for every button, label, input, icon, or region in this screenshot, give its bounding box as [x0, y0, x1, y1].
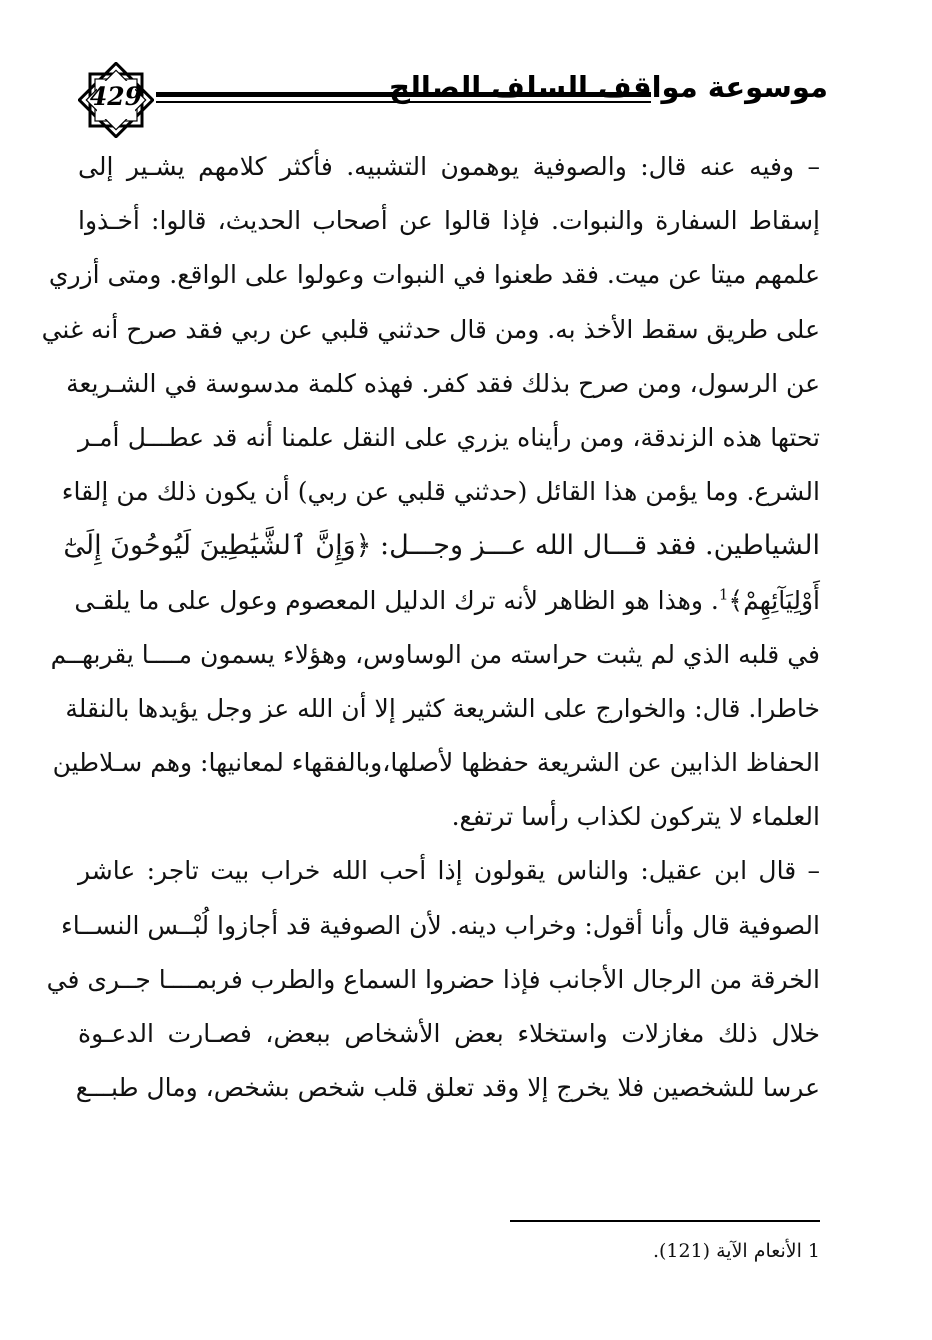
- text-line: على طريق سقط الأخذ به. ومن قال حدثني قلبي عن ربي فقد صرح أنه غني: [41, 314, 820, 344]
- text-line: الحفاظ الذابين عن الشريعة حفظها لأصلها،وبالفقهاء لمعانيها: وهم سـلاطين: [52, 748, 820, 778]
- text-line: إسقاط السفارة والنبوات. فإذا قالوا عن أصحاب الحديث، قالوا: أخـذوا: [78, 206, 820, 236]
- text-line: خاطرا. قال: والخوارج على الشريعة كثير إلا أن الله عز وجل يؤيدها بالنقلة: [65, 693, 820, 723]
- paragraph-end-line: العلماء لا يتركون لكذاب رأسا ترتفع.: [451, 802, 820, 832]
- text-line: تحتها هذه الزندقة، ومن رأيناه يزري على النقل علمنا أنه قد عطـــل أمـر: [78, 422, 820, 452]
- page-header: [78, 62, 828, 134]
- text-line: الخرقة من الرجال الأجانب فإذا حضروا السماع والطرب فربمــــا جــرى في: [46, 964, 820, 994]
- text-line: عن الرسول، ومن صرح بذلك فقد كفر. فهذه كلمة مدسوسة في الشـريعة: [66, 368, 820, 398]
- text-line: خلال ذلك مغازلات واستخلاء بعض الأشخاص ببعض، فصـارت الدعـوة: [78, 1019, 820, 1048]
- text-line: في قلبه الذي لم يثبت حراسته من الوساوس، وهؤلاء يسمون مــــا يقربهــم: [50, 639, 820, 669]
- page-number: 429: [89, 82, 143, 111]
- text-line: الشرع. وما يؤمن هذا القائل (حدثني قلبي عن ربي) أن يكون ذلك من إلقاء: [61, 477, 820, 507]
- quran-verse-end: أَوْلِيَآئِهِمْ﴾: [728, 585, 820, 615]
- text-line: عرسا للشخصين فلا يخرج إلا وقد تعلق قلب شخص بشخص، ومال طبـــع: [75, 1073, 820, 1103]
- footnote: 1 الأنعام الآية (121).: [652, 1240, 820, 1262]
- body-text: [41, 140, 820, 1115]
- text-segment: . وهذا هو الظاهر لأنه ترك الدليل المعصوم وعول على ما يلقـى: [74, 585, 719, 615]
- text-line: علمهم ميتا عن ميت. فقد طعنوا في النبوات وعولوا على الواقع. ومتى أزري: [48, 260, 820, 290]
- text-line-with-verse: [74, 574, 820, 628]
- quran-verse-line: الشياطين. فقد قـــال الله عـــز وجـــل: ﴿وَإِنَّ ٱلشَّيَٰطِينَ لَيُوحُونَ إِلَىٰٓ: [63, 530, 820, 562]
- series-title: موسوعة مواقف السلف الصالح: [389, 70, 828, 104]
- footnote-separator: [510, 1220, 820, 1222]
- text-line: – قال ابن عقيل: والناس يقولون إذا أحب الله خراب بيت تاجر: عاشر: [78, 856, 820, 886]
- footnote-reference[interactable]: 1: [718, 585, 729, 604]
- page-number-badge: [78, 62, 154, 138]
- text-line: الصوفية قال وأنا أقول: وخراب دينه. لأن الصوفية قد أجازوا لُبْــس النســاء: [61, 910, 820, 940]
- text-line: – وفيه عنه قال: والصوفية يوهمون التشبيه. فأكثر كلامهم يشـير إلى: [78, 152, 820, 181]
